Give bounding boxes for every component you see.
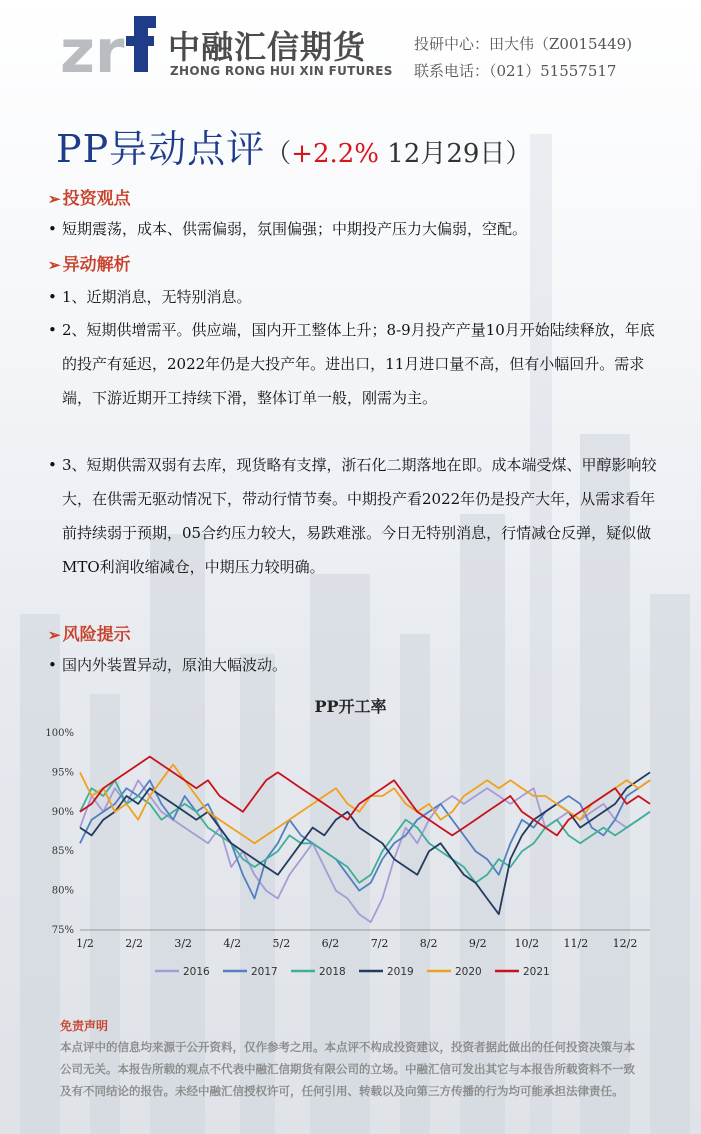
title-change: +2.2% (291, 139, 379, 169)
y-tick-label: 80% (51, 885, 74, 897)
title-paren: （ (265, 139, 292, 169)
contact-analyst: 投研中心：田大伟（Z0015449) (414, 35, 633, 53)
x-tick-label: 11/2 (563, 937, 589, 950)
analysis-paragraph-3 (48, 448, 668, 584)
contact-phone: 联系电话：（021）51557517 (414, 62, 617, 80)
section-heading-risk-label: 风险提示 (62, 625, 131, 645)
y-tick-label: 100% (45, 728, 74, 739)
risk-paragraph (48, 648, 668, 682)
analysis-text-1: 1、近期消息，无特别消息。 (62, 288, 252, 306)
series-line-2021 (80, 757, 650, 836)
logo-cn-name: 中融汇信期货 (168, 28, 367, 66)
x-tick-label: 6/2 (321, 937, 340, 950)
arrow-icon: ➢ (48, 190, 61, 208)
y-tick-label: 95% (51, 767, 74, 779)
y-tick-label: 85% (51, 846, 74, 858)
title-main: PP异动点评 (56, 127, 266, 171)
bullet: • (48, 288, 57, 306)
bullet: • (48, 321, 57, 339)
y-tick-label: 90% (51, 806, 74, 818)
section-heading-risk (48, 620, 131, 645)
x-tick-label: 10/2 (514, 937, 540, 950)
x-tick-label: 7/2 (370, 937, 389, 950)
title-date: 12月29日） (379, 139, 532, 169)
company-logo (60, 14, 156, 78)
x-tick-label: 2/2 (125, 937, 143, 950)
legend-label-2021: 2021 (523, 966, 550, 978)
x-tick-label: 8/2 (419, 937, 438, 950)
bullet: • (48, 456, 57, 474)
analysis-paragraph-1 (48, 280, 668, 314)
view-paragraph (48, 212, 668, 246)
logo-en-name: ZHONG RONG HUI XIN FUTURES (170, 64, 393, 78)
x-tick-label: 5/2 (272, 937, 291, 950)
disclaimer-title: 免责声明 (60, 1019, 109, 1033)
series-line-2016 (80, 780, 650, 922)
page-title (56, 118, 531, 173)
view-text: 短期震荡，成本、供需偏弱，氛围偏强；中期投产压力大偏弱，空配。 (62, 220, 528, 238)
arrow-icon: ➢ (48, 626, 61, 644)
section-heading-analysis-label: 异动解析 (62, 255, 131, 275)
disclaimer-text: 本点评中的信息均来源于公开资料，仅作参考之用。本点评不构成投资建议，投资者据此做出的任何投资决策与本公司无关。本报告所载的观点不代表中融汇信期货有限公司的立场。中融汇信可发出其它与本报告所载资料不一致及有不同结论的报告。未经中融汇信授权许可，任何引用、转载以及向第三方传播的行为均可能承担法律责任。 (60, 1040, 635, 1098)
series-line-2019 (80, 772, 650, 914)
legend-label-2018: 2018 (319, 966, 346, 978)
x-tick-label: 1/2 (76, 937, 94, 950)
section-heading-view-label: 投资观点 (62, 189, 131, 209)
section-heading-view (48, 184, 131, 209)
legend-label-2017: 2017 (251, 966, 278, 978)
x-tick-label: 12/2 (612, 937, 638, 950)
x-tick-label: 9/2 (468, 937, 487, 950)
y-tick-label: 75% (51, 925, 74, 936)
pp-operating-rate-chart (40, 718, 670, 988)
legend-label-2016: 2016 (183, 966, 210, 978)
x-tick-label: 4/2 (223, 937, 242, 950)
arrow-icon: ➢ (48, 256, 61, 274)
bullet: • (48, 220, 57, 238)
legend-label-2019: 2019 (387, 966, 414, 978)
bullet: • (48, 656, 57, 674)
analysis-text-3: 3、短期供需双弱有去库，现货略有支撑，浙石化二期落地在即。成本端受煤、甲醇影响较大，在供需无驱动情况下，带动行情节奏。中期投产看2022年仍是投产大年，从需求看年前持续弱于预期，05合约压力较大，易跌难涨。今日无特别消息，行情减仓反弹，疑似做MTO利润收缩减仓，中期压力较明确。 (62, 456, 657, 576)
chart-title: PP开工率 (314, 697, 387, 716)
legend-label-2020: 2020 (455, 966, 482, 978)
analysis-paragraph-2 (48, 313, 668, 415)
risk-text: 国内外装置异动，原油大幅波动。 (62, 656, 288, 674)
x-tick-label: 3/2 (174, 937, 193, 950)
section-heading-analysis (48, 250, 131, 275)
svg-text:zr: zr (60, 17, 125, 78)
analysis-text-2: 2、短期供增需平。供应端，国内开工整体上升；8-9月投产产量10月开始陆续释放，年底的投产有延迟，2022年仍是大投产年。进出口，11月进口量不高，但有小幅回升。需求端，下游近期开工持续下滑，整体订单一般，刚需为主。 (62, 321, 655, 407)
